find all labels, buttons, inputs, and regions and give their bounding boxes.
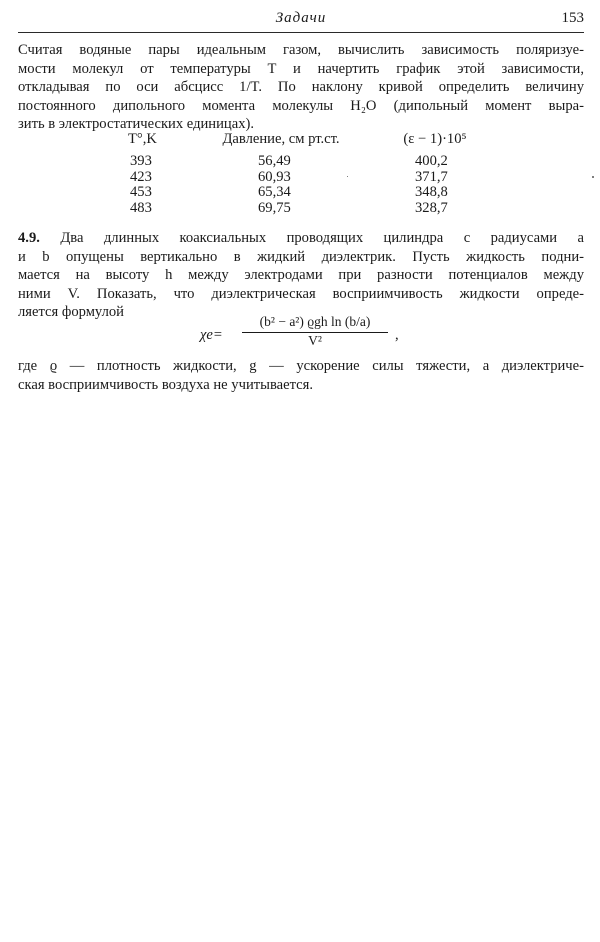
formula [200,314,420,354]
problem-number: 4.9. [18,230,40,246]
paragraph-line: где ϱ — плотность жидкости, g — ускорение силы тяжести, а диэлектриче- [18,358,584,374]
data-table [110,132,490,216]
table-row [110,185,490,201]
table-header-row [110,132,490,154]
cell-temperature: 483 [130,199,152,216]
paragraph-line: ская восприимчивость воздуха не учитывается. [18,376,313,393]
paragraph-line: ними V. Показать, что диэлектрическая восприимчивость жидкости опреде- [18,285,584,302]
column-header-temperature: T°,K [128,131,157,147]
paragraph-line: ляется формулой [18,304,124,321]
running-title: Задачи [275,10,327,26]
cell-epsilon: 348,8 [415,184,448,201]
problem-4-9 [18,229,584,322]
cell-pressure: 56,49 [258,153,291,169]
problem-4-9-closing [18,357,584,394]
running-header [18,10,584,33]
column-header-epsilon: (ε − 1)·10⁵ [403,131,467,147]
cell-epsilon: 400,2 [415,153,448,169]
paragraph-line: постоянного дипольного момента молекулы H₂O (дипольный момент выра- [18,97,584,114]
paragraph-line: зить в электростатических единицах). [18,116,255,133]
cell-pressure: 65,34 [258,184,291,201]
table-row [110,154,490,170]
paragraph-line: мости молекул от температуры T и начертить график этой зависимости, [18,60,584,77]
table-row [110,170,490,186]
cell-temperature: 423 [130,168,152,185]
paragraph-line: откладывая по оси абсцисс 1/T. По наклону кривой определить величину [18,79,584,96]
paragraph-line: и b опущены вертикально в жидкий диэлектрик. Пусть жидкость подни- [18,248,584,265]
cell-pressure: 60,93 [258,168,291,185]
paragraph-line: Считая водяные пары идеальным газом, вычислить зависимость поляризуе- [18,42,584,58]
formula-trailing: , [395,327,399,343]
formula-fraction [240,314,390,349]
cell-pressure: 69,75 [258,199,291,216]
paragraph-line-text: Два длинных коаксиальных проводящих цилиндра с радиусами a [60,230,584,246]
paragraph-line: мается на высоту h между электродами при разности потенциалов между [18,267,584,284]
cell-epsilon: 328,7 [415,199,448,216]
formula-denominator: V² [308,333,322,348]
column-header-pressure: Давление, см рт.ст. [222,131,340,147]
table-row [110,201,490,217]
formula-numerator: (b² − a²) ϱgh ln (b/a) [259,314,371,329]
cell-temperature: 393 [130,153,152,169]
print-speck [592,176,594,178]
print-speck [347,176,348,177]
page-number: 153 [561,10,584,26]
formula-lhs: χe= [200,327,223,343]
paragraph-line [18,229,584,248]
cell-epsilon: 371,7 [415,168,448,185]
cell-temperature: 453 [130,184,152,201]
intro-paragraph [18,41,584,134]
